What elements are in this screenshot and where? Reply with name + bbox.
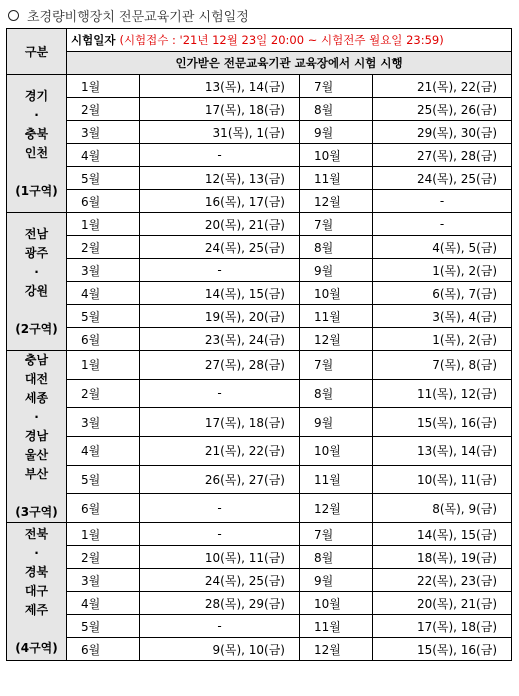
schedule-row [7, 328, 512, 351]
schedule-row [7, 408, 512, 437]
schedule-row [7, 546, 512, 569]
exam-dates-cell: 13(목), 14(금) [373, 436, 512, 465]
exam-dates-cell: 17(목), 18(금) [373, 615, 512, 638]
schedule-row [7, 436, 512, 465]
month-cell: 1월 [67, 523, 140, 546]
exam-dates-cell: - [140, 494, 300, 523]
exam-dates-cell: 20(목), 21(금) [373, 592, 512, 615]
month-cell: 1월 [67, 213, 140, 236]
exam-dates-cell: - [140, 523, 300, 546]
month-cell: 9월 [300, 569, 373, 592]
month-cell: 7월 [300, 523, 373, 546]
month-cell: 5월 [67, 465, 140, 494]
region-line: 충남 [24, 353, 49, 367]
exam-dates-cell: 24(목), 25(금) [140, 569, 300, 592]
schedule-row [7, 98, 512, 121]
exam-dates-cell: 24(목), 25(금) [140, 236, 300, 259]
exam-dates-cell: 15(목), 16(금) [373, 408, 512, 437]
month-cell: 12월 [300, 638, 373, 661]
month-cell: 6월 [67, 190, 140, 213]
exam-dates-cell: - [373, 190, 512, 213]
schedule-row [7, 465, 512, 494]
region-line: 충북 [24, 126, 49, 141]
schedule-row [7, 494, 512, 523]
circle-bullet-icon [8, 10, 19, 21]
month-cell: 2월 [67, 236, 140, 259]
exam-dates-cell: 27(목), 28(금) [373, 144, 512, 167]
region-line [7, 163, 66, 182]
schedule-row [7, 615, 512, 638]
region-line: 대구 [24, 584, 49, 598]
schedule-row [7, 282, 512, 305]
month-cell: 8월 [300, 546, 373, 569]
month-cell: 4월 [67, 282, 140, 305]
month-cell: 3월 [67, 121, 140, 144]
exam-dates-cell: 22(목), 23(금) [373, 569, 512, 592]
month-cell: 8월 [300, 98, 373, 121]
month-cell: 3월 [67, 408, 140, 437]
division-header: 구분 [7, 29, 67, 75]
exam-location-note: 인가받은 전문교육기관 교육장에서 시험 시행 [67, 52, 512, 75]
schedule-row [7, 351, 512, 380]
exam-dates-cell: 23(목), 24(금) [140, 328, 300, 351]
exam-dates-cell: 28(목), 29(금) [140, 592, 300, 615]
region-line: (1구역) [15, 183, 58, 198]
exam-dates-cell: 16(목), 17(금) [140, 190, 300, 213]
exam-dates-cell: 25(목), 26(금) [373, 98, 512, 121]
month-cell: 9월 [300, 259, 373, 282]
exam-dates-cell: - [140, 144, 300, 167]
schedule-row [7, 236, 512, 259]
schedule-row [7, 379, 512, 408]
schedule-row [7, 592, 512, 615]
month-cell: 7월 [300, 213, 373, 236]
exam-dates-cell: 26(목), 27(금) [140, 465, 300, 494]
region-line: · [34, 410, 39, 424]
exam-dates-cell: - [140, 379, 300, 408]
month-cell: 5월 [67, 167, 140, 190]
exam-dates-cell: 14(목), 15(금) [140, 282, 300, 305]
month-cell: 9월 [300, 121, 373, 144]
region-line: · [34, 264, 39, 279]
month-cell: 6월 [67, 638, 140, 661]
month-cell: 1월 [67, 351, 140, 380]
schedule-body [7, 29, 512, 661]
region-line: · [34, 546, 39, 560]
month-cell: 11월 [300, 465, 373, 494]
region-line: 세종 [24, 391, 49, 405]
exam-dates-cell: 13(목), 14(금) [140, 75, 300, 98]
region-line: 대전 [24, 372, 49, 386]
exam-dates-cell: 4(목), 5(금) [373, 236, 512, 259]
exam-dates-cell: 10(목), 11(금) [140, 546, 300, 569]
region-line: 전북 [24, 527, 49, 541]
exam-dates-cell: - [373, 213, 512, 236]
region-line [7, 484, 66, 503]
header-row [7, 29, 512, 52]
month-cell: 7월 [300, 75, 373, 98]
month-cell: 12월 [300, 328, 373, 351]
schedule-row [7, 121, 512, 144]
region-line: 울산 [24, 448, 49, 462]
month-cell: 2월 [67, 379, 140, 408]
month-cell: 7월 [300, 351, 373, 380]
exam-dates-cell: 10(목), 11(금) [373, 465, 512, 494]
month-cell: 6월 [67, 328, 140, 351]
month-cell: 5월 [67, 615, 140, 638]
exam-dates-cell: 7(목), 8(금) [373, 351, 512, 380]
exam-dates-cell: 14(목), 15(금) [373, 523, 512, 546]
region-line: 경남 [24, 429, 49, 443]
region-line: 강원 [24, 283, 49, 298]
exam-dates-cell: 3(목), 4(금) [373, 305, 512, 328]
region-line: (3구역) [15, 505, 58, 519]
month-cell: 1월 [67, 75, 140, 98]
region-cell [7, 75, 67, 213]
exam-dates-cell: 20(목), 21(금) [140, 213, 300, 236]
month-cell: 8월 [300, 236, 373, 259]
exam-dates-cell: 24(목), 25(금) [373, 167, 512, 190]
region-line [7, 301, 66, 320]
month-cell: 3월 [67, 259, 140, 282]
subheader-row [7, 52, 512, 75]
schedule-row [7, 569, 512, 592]
title-text: 초경량비행장치 전문교육기관 시험일정 [27, 9, 249, 25]
schedule-row [7, 213, 512, 236]
month-cell: 6월 [67, 494, 140, 523]
month-cell: 9월 [300, 408, 373, 437]
region-cell [7, 213, 67, 351]
month-cell: 5월 [67, 305, 140, 328]
exam-date-header [67, 29, 512, 52]
exam-date-label: 시험일자 [71, 33, 116, 47]
month-cell: 2월 [67, 98, 140, 121]
region-line: (4구역) [15, 641, 58, 655]
schedule-table [6, 28, 512, 661]
exam-dates-cell: 17(목), 18(금) [140, 98, 300, 121]
schedule-row [7, 638, 512, 661]
month-cell: 10월 [300, 436, 373, 465]
exam-dates-cell: 31(목), 1(금) [140, 121, 300, 144]
exam-registration-note: (시험접수 : '21년 12월 23일 20:00 ~ 시험전주 월요일 23:59) [119, 33, 444, 47]
month-cell: 8월 [300, 379, 373, 408]
region-line: · [34, 107, 39, 122]
exam-dates-cell: 11(목), 12(금) [373, 379, 512, 408]
schedule-row [7, 75, 512, 98]
region-line: 제주 [24, 603, 49, 617]
month-cell: 4월 [67, 436, 140, 465]
exam-dates-cell: 27(목), 28(금) [140, 351, 300, 380]
exam-dates-cell: 18(목), 19(금) [373, 546, 512, 569]
region-line: 부산 [24, 467, 49, 481]
exam-dates-cell: 19(목), 20(금) [140, 305, 300, 328]
schedule-row [7, 144, 512, 167]
month-cell: 4월 [67, 144, 140, 167]
month-cell: 3월 [67, 569, 140, 592]
month-cell: 4월 [67, 592, 140, 615]
exam-dates-cell: 8(목), 9(금) [373, 494, 512, 523]
month-cell: 11월 [300, 167, 373, 190]
region-line: 경북 [24, 565, 49, 579]
exam-dates-cell: - [140, 615, 300, 638]
exam-dates-cell: 17(목), 18(금) [140, 408, 300, 437]
schedule-row [7, 305, 512, 328]
month-cell: 10월 [300, 592, 373, 615]
exam-dates-cell: 1(목), 2(금) [373, 259, 512, 282]
schedule-row [7, 523, 512, 546]
exam-dates-cell: 6(목), 7(금) [373, 282, 512, 305]
schedule-row [7, 259, 512, 282]
region-line: 경기 [24, 88, 49, 103]
month-cell: 10월 [300, 282, 373, 305]
region-cell [7, 523, 67, 661]
month-cell: 12월 [300, 494, 373, 523]
month-cell: 11월 [300, 615, 373, 638]
exam-dates-cell: 9(목), 10(금) [140, 638, 300, 661]
exam-dates-cell: 29(목), 30(금) [373, 121, 512, 144]
month-cell: 10월 [300, 144, 373, 167]
month-cell: 11월 [300, 305, 373, 328]
month-cell: 2월 [67, 546, 140, 569]
schedule-row [7, 167, 512, 190]
region-line: 광주 [24, 245, 49, 260]
region-line: (2구역) [15, 321, 58, 336]
document-title [8, 6, 249, 24]
region-cell [7, 351, 67, 523]
schedule-row [7, 190, 512, 213]
region-line: 전남 [24, 226, 49, 241]
exam-dates-cell: 1(목), 2(금) [373, 328, 512, 351]
region-line: 인천 [24, 145, 49, 160]
exam-dates-cell: 12(목), 13(금) [140, 167, 300, 190]
exam-dates-cell: 21(목), 22(금) [140, 436, 300, 465]
exam-dates-cell: - [140, 259, 300, 282]
month-cell: 12월 [300, 190, 373, 213]
region-line [7, 620, 66, 639]
exam-dates-cell: 15(목), 16(금) [373, 638, 512, 661]
exam-dates-cell: 21(목), 22(금) [373, 75, 512, 98]
